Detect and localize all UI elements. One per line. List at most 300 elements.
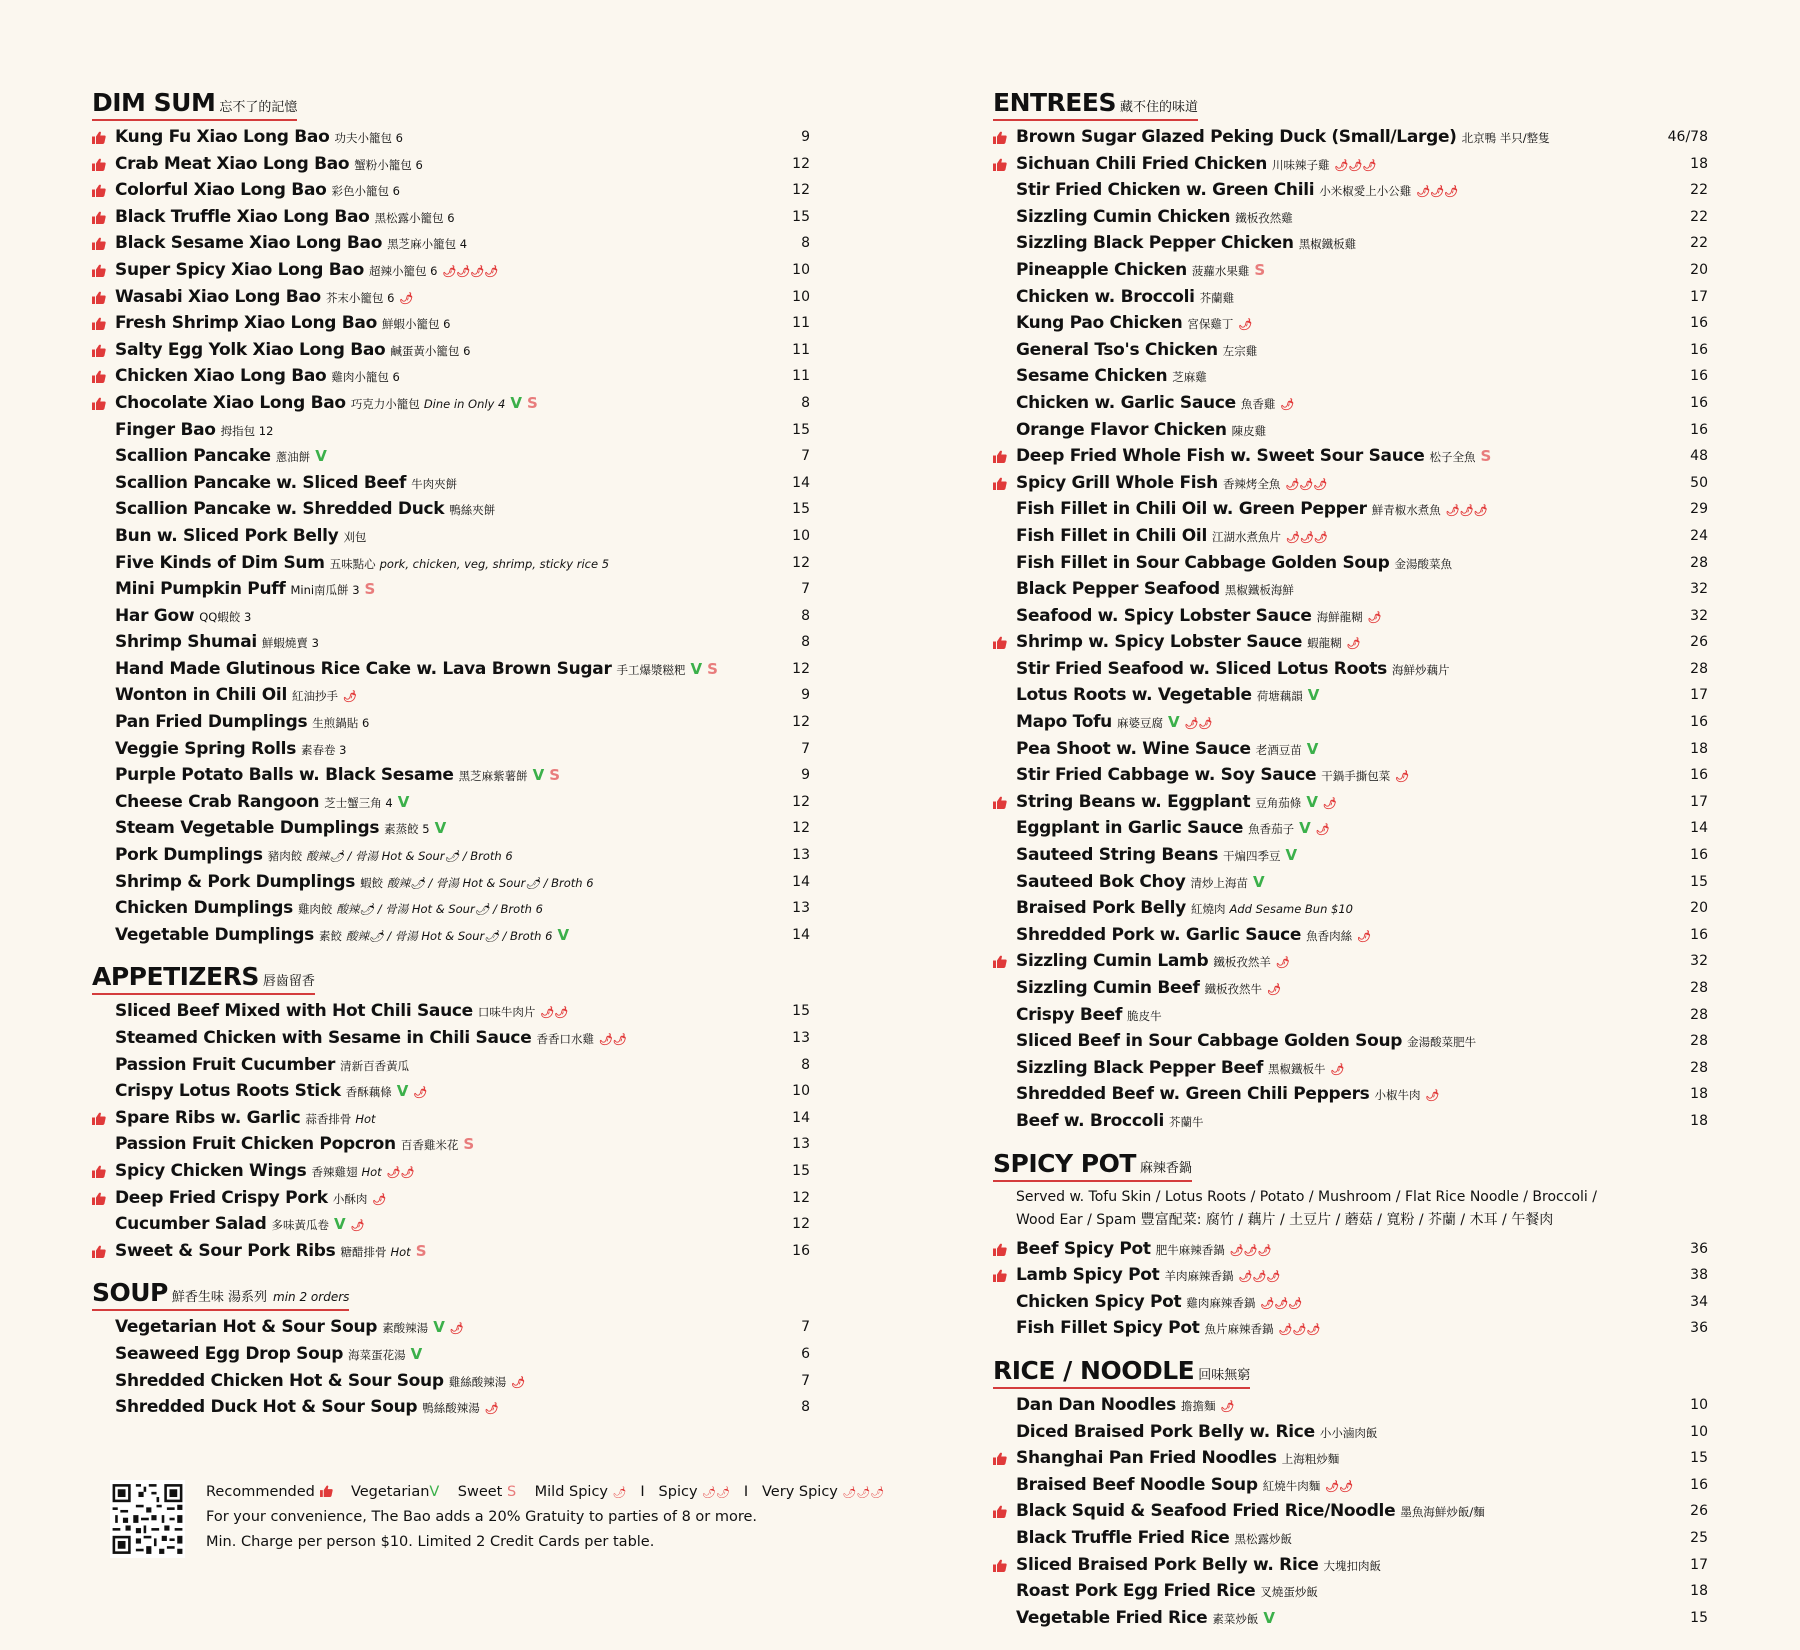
item-name-chinese: 海菜蛋花湯 <box>348 1347 406 1362</box>
chili-pepper-icon: 🌶🌶🌶 <box>1285 530 1328 544</box>
menu-item[interactable] <box>92 576 810 603</box>
spicy-pepper-icon: 🌶🌶 <box>702 1486 731 1499</box>
thumbs-up-icon <box>993 1269 1007 1282</box>
item-price: 8 <box>801 394 810 411</box>
item-name <box>1016 1445 1339 1473</box>
item-price: 18 <box>1690 1112 1708 1129</box>
item-name <box>115 682 357 711</box>
item-name <box>1016 523 1328 552</box>
item-name-english: Deep Fried Crispy Pork <box>115 1187 328 1208</box>
section-title-chinese: 麻辣香鍋 <box>1139 1160 1192 1176</box>
item-name <box>1016 204 1293 232</box>
item-name-chinese: 雞肉小籠包 6 <box>331 370 400 385</box>
item-name-chinese: 豆角茄條 <box>1255 795 1302 810</box>
sweet-tag: S <box>526 393 538 412</box>
item-name <box>115 1238 427 1266</box>
item-name <box>1016 1055 1345 1084</box>
menu-item[interactable] <box>993 204 1708 231</box>
menu-item[interactable] <box>993 1552 1708 1579</box>
menu-item[interactable] <box>993 1289 1708 1316</box>
menu-item[interactable] <box>993 257 1708 284</box>
item-name-chinese: 雞肉麻辣香鍋 <box>1186 1295 1256 1310</box>
menu-item[interactable] <box>993 762 1708 789</box>
menu-list <box>993 124 1708 1135</box>
chili-pepper-icon: 🌶 <box>1275 956 1290 970</box>
menu-item[interactable] <box>92 257 810 284</box>
menu-item[interactable] <box>92 1185 810 1212</box>
menu-item[interactable] <box>993 842 1708 869</box>
menu-item[interactable] <box>92 998 810 1025</box>
item-name-english: Steam Vegetable Dumplings <box>115 818 380 839</box>
item-name-english: Orange Flavor Chicken <box>1016 419 1227 440</box>
item-name-english: Braised Beef Noodle Soup <box>1016 1474 1258 1495</box>
item-note: 酸辣🌶 / 骨湯 Hot & Sour🌶 / Broth 6 <box>336 902 543 917</box>
item-name <box>1016 1472 1353 1501</box>
thumbs-up-icon <box>92 237 106 250</box>
item-name-chinese: 魚香雞 <box>1240 396 1276 411</box>
menu-item[interactable] <box>92 762 810 789</box>
item-name <box>1016 815 1330 844</box>
menu-item[interactable] <box>993 177 1708 204</box>
item-name-chinese: 上海粗炒麵 <box>1281 1452 1340 1467</box>
vegetarian-tag: V <box>333 1215 346 1234</box>
sweet-tag: S <box>1254 260 1266 279</box>
item-name <box>115 576 375 604</box>
item-price: 8 <box>801 1399 810 1416</box>
menu-item[interactable] <box>993 470 1708 497</box>
chili-pepper-icon: 🌶 <box>1315 823 1330 837</box>
chili-pepper-icon: 🌶🌶🌶🌶 <box>442 264 499 278</box>
menu-list <box>92 998 810 1264</box>
section-title-chinese: 唇齒留香 <box>262 974 315 990</box>
vegetarian-tag: V <box>397 792 410 811</box>
menu-item[interactable] <box>993 151 1708 178</box>
menu-item[interactable] <box>92 284 810 311</box>
item-name-english: Super Spicy Xiao Long Bao <box>115 259 364 280</box>
item-name <box>115 257 498 286</box>
item-name <box>115 363 400 391</box>
item-name-english: Crispy Lotus Roots Stick <box>115 1081 341 1102</box>
item-price: 20 <box>1690 261 1708 278</box>
item-name-chinese: 大塊扣肉飯 <box>1323 1558 1381 1573</box>
item-price: 10 <box>792 1083 810 1100</box>
menu-item[interactable] <box>92 682 810 709</box>
item-name-english: Roast Pork Egg Fried Rice <box>1016 1581 1256 1602</box>
item-name <box>115 284 413 313</box>
item-name <box>1016 1236 1272 1265</box>
menu-item[interactable] <box>92 736 810 763</box>
menu-item[interactable] <box>993 1315 1708 1342</box>
item-price: 13 <box>792 1136 810 1153</box>
item-name <box>115 1158 415 1187</box>
chili-pepper-icon: 🌶 <box>484 1402 499 1416</box>
item-price: 11 <box>792 368 810 385</box>
menu-item[interactable] <box>993 1392 1708 1419</box>
menu-item[interactable] <box>92 1025 810 1052</box>
chili-pepper-icon: 🌶 <box>372 1192 387 1206</box>
item-price: 18 <box>1690 155 1708 172</box>
menu-item[interactable] <box>92 603 810 630</box>
section-title-chinese: 鮮香生味 湯系列 <box>171 1290 268 1306</box>
menu-item[interactable] <box>92 204 810 231</box>
item-price: 32 <box>1690 607 1708 624</box>
item-name-chinese: 蒜香排骨 <box>305 1111 352 1126</box>
item-price: 16 <box>1690 847 1708 864</box>
menu-item[interactable] <box>92 151 810 178</box>
item-name-english: Purple Potato Balls w. Black Sesame <box>115 765 454 786</box>
item-name-english: Chicken Dumplings <box>115 898 293 919</box>
menu-item[interactable] <box>993 1055 1708 1082</box>
item-name-chinese: 叉燒蛋炒飯 <box>1260 1585 1318 1600</box>
item-name-english: Salty Egg Yolk Xiao Long Bao <box>115 339 386 360</box>
menu-item[interactable] <box>993 1525 1708 1552</box>
item-name-chinese: 紅油抄手 <box>292 689 338 704</box>
menu-item[interactable] <box>993 736 1708 763</box>
item-name-english: Fish Fillet Spicy Pot <box>1016 1318 1200 1339</box>
chili-pepper-icon: 🌶🌶🌶 <box>1260 1296 1303 1310</box>
thumbs-up-icon <box>92 291 106 304</box>
menu-item[interactable] <box>993 1108 1708 1135</box>
item-name-english: Hand Made Glutinous Rice Cake w. Lava Brown Sugar <box>115 658 612 679</box>
menu-item[interactable] <box>993 124 1708 151</box>
menu-item[interactable] <box>993 1028 1708 1055</box>
item-price: 25 <box>1690 1529 1708 1546</box>
menu-item[interactable] <box>92 1211 810 1238</box>
item-name <box>115 895 543 923</box>
item-name-chinese: 鐵板孜然雞 <box>1235 210 1293 225</box>
menu-item[interactable] <box>92 895 810 922</box>
menu-item[interactable] <box>92 1394 810 1421</box>
item-price: 26 <box>1690 1503 1708 1520</box>
chili-pepper-icon: 🌶 <box>449 1322 464 1336</box>
qr-code[interactable] <box>110 1480 185 1558</box>
sweet-tag: S <box>1480 447 1492 466</box>
item-price: 13 <box>792 1030 810 1046</box>
item-name-english: Cheese Crab Rangoon <box>115 791 320 812</box>
item-name <box>1016 443 1491 471</box>
menu-item[interactable] <box>993 496 1708 523</box>
menu-item[interactable] <box>92 629 810 656</box>
menu-item[interactable] <box>993 550 1708 577</box>
menu-list <box>993 1392 1708 1631</box>
item-name-chinese: 海鮮龍糊 <box>1316 609 1363 624</box>
item-name-english: Sauteed Bok Choy <box>1016 871 1186 892</box>
item-name-english: Sliced Braised Pork Belly w. Rice <box>1016 1554 1319 1575</box>
section-title: SPICY POT <box>993 1148 1136 1178</box>
menu-item[interactable] <box>92 1131 810 1158</box>
menu-item[interactable] <box>92 1314 810 1341</box>
item-name-chinese: 鮮蝦燒賣 3 <box>261 636 319 651</box>
item-name <box>115 1052 409 1080</box>
item-name-english: Shanghai Pan Fried Noodles <box>1016 1448 1277 1469</box>
menu-item[interactable] <box>993 1605 1708 1632</box>
menu-item[interactable] <box>993 523 1708 550</box>
item-name-english: Sizzling Black Pepper Chicken <box>1016 233 1294 254</box>
item-name <box>115 417 273 445</box>
item-name <box>115 443 327 471</box>
menu-item[interactable] <box>92 789 810 816</box>
item-name <box>115 1341 422 1369</box>
item-name-chinese: 鴨絲夾餅 <box>449 503 496 518</box>
item-name-english: Sliced Beef Mixed with Hot Chili Sauce <box>115 1001 473 1022</box>
item-name-chinese: 芝麻雞 <box>1172 370 1207 385</box>
item-price: 24 <box>1690 527 1708 544</box>
menu-item[interactable] <box>92 842 810 869</box>
menu-item[interactable] <box>92 1238 810 1265</box>
item-name <box>115 656 718 684</box>
item-name <box>1016 656 1450 684</box>
menu-item[interactable] <box>993 922 1708 949</box>
item-name <box>115 1211 365 1240</box>
item-price: 12 <box>792 660 810 677</box>
menu-item[interactable] <box>92 815 810 842</box>
menu-item[interactable] <box>92 177 810 204</box>
menu-item[interactable] <box>92 550 810 577</box>
item-price: 22 <box>1690 235 1708 252</box>
legend-separator: I <box>743 1484 749 1500</box>
item-name-chinese: 香辣雞翅 <box>311 1164 358 1179</box>
item-name-english: Kung Fu Xiao Long Bao <box>115 127 330 147</box>
section-heading <box>92 86 297 121</box>
item-name-english: Seafood w. Spicy Lobster Sauce <box>1016 605 1312 626</box>
menu-item[interactable] <box>993 337 1708 364</box>
item-name-chinese: 金湯酸菜肥牛 <box>1407 1035 1477 1050</box>
mild-pepper-icon: 🌶 <box>612 1486 627 1499</box>
menu-item[interactable] <box>993 1578 1708 1605</box>
item-price: 8 <box>801 1056 810 1073</box>
menu-item[interactable] <box>92 124 810 151</box>
thumbs-up-icon <box>92 158 106 171</box>
menu-item[interactable] <box>993 310 1708 337</box>
menu-item[interactable] <box>993 948 1708 975</box>
item-name <box>1016 1525 1292 1553</box>
menu-section-appetizers <box>92 960 810 1264</box>
item-name-chinese: 羊肉麻辣香鍋 <box>1164 1269 1234 1284</box>
menu-item[interactable] <box>993 576 1708 603</box>
item-name <box>1016 762 1409 791</box>
legend-s: S <box>506 1484 517 1500</box>
item-price: 7 <box>801 1372 810 1389</box>
menu-item[interactable] <box>993 603 1708 630</box>
item-name-english: Seaweed Egg Drop Soup <box>115 1343 344 1364</box>
menu-section-entrees <box>993 86 1708 1135</box>
menu-section-spicy-pot <box>993 1147 1708 1342</box>
item-price: 15 <box>1690 873 1708 890</box>
menu-item[interactable] <box>92 443 810 470</box>
item-name <box>115 869 594 897</box>
menu-item[interactable] <box>92 1368 810 1395</box>
item-name-english: Cucumber Salad <box>115 1214 267 1235</box>
item-name-english: Shredded Chicken Hot & Sour Soup <box>115 1370 444 1391</box>
menu-item[interactable] <box>993 417 1708 444</box>
menu-item[interactable] <box>993 1002 1708 1029</box>
item-name-english: Sweet & Sour Pork Ribs <box>115 1240 336 1261</box>
menu-item[interactable] <box>92 496 810 523</box>
item-name <box>115 496 495 524</box>
item-price: 17 <box>1690 1556 1708 1573</box>
description-line: Wood Ear / Spam 豐富配菜: 腐竹 / 藕片 / 土豆片 / 蘑菇 / 寬粉 / 芥蘭 / 木耳 / 午餐肉 <box>1016 1211 1554 1228</box>
chili-pepper-icon: 🌶 <box>1238 318 1253 332</box>
menu-item[interactable] <box>92 1052 810 1079</box>
item-name <box>1016 151 1376 180</box>
menu-item[interactable] <box>92 390 810 417</box>
chili-pepper-icon: 🌶 <box>350 1219 365 1233</box>
item-name <box>115 842 513 870</box>
thumbs-up-icon <box>320 1485 333 1497</box>
item-name-chinese: 小米椒愛上小公雞 <box>1319 184 1412 199</box>
item-name-chinese: 芥蘭雞 <box>1199 290 1235 305</box>
item-name-chinese: 脆皮牛 <box>1127 1008 1162 1023</box>
menu-item[interactable] <box>92 1341 810 1368</box>
item-name-chinese: 老酒豆苗 <box>1255 742 1302 757</box>
menu-item[interactable] <box>993 1262 1708 1289</box>
menu-item[interactable] <box>993 230 1708 257</box>
item-name <box>115 337 470 365</box>
item-name <box>1016 1081 1439 1110</box>
item-name-chinese: 黑芝麻小籠包 4 <box>387 237 468 252</box>
item-name <box>1016 310 1252 339</box>
menu-item[interactable] <box>993 363 1708 390</box>
item-name-english: Sliced Beef in Sour Cabbage Golden Soup <box>1016 1031 1403 1052</box>
left-column <box>92 86 810 1421</box>
menu-item[interactable] <box>92 310 810 337</box>
item-note: Hot <box>390 1244 411 1259</box>
item-name-english: Vegetarian Hot & Sour Soup <box>115 1317 378 1338</box>
item-price: 15 <box>1690 1450 1708 1467</box>
item-name-english: Scallion Pancake <box>115 446 271 467</box>
item-name <box>1016 1498 1485 1526</box>
vegetarian-tag: V <box>1299 819 1311 838</box>
menu-item[interactable] <box>993 1081 1708 1108</box>
sweet-tag: S <box>463 1135 475 1154</box>
menu-item[interactable] <box>993 895 1708 922</box>
item-name-english: Fish Fillet in Sour Cabbage Golden Soup <box>1016 552 1390 573</box>
section-title: DIM SUM <box>92 88 216 117</box>
sweet-tag: S <box>549 766 561 785</box>
item-name-english: Chicken w. Garlic Sauce <box>1016 392 1236 413</box>
item-name-chinese: 魚香肉絲 <box>1306 928 1353 943</box>
thumbs-up-icon <box>92 344 106 357</box>
item-price: 34 <box>1690 1293 1708 1310</box>
menu-item[interactable] <box>993 975 1708 1002</box>
section-heading <box>993 1354 1250 1389</box>
menu-item[interactable] <box>92 523 810 550</box>
item-price: 18 <box>1690 1583 1708 1600</box>
item-name-chinese: 蔥油餅 <box>275 450 311 465</box>
vegetarian-tag: V <box>1253 872 1265 891</box>
item-name-chinese: 糖醋排骨 <box>340 1244 387 1259</box>
thumbs-up-icon <box>993 477 1007 490</box>
item-name-chinese: 小椒牛肉 <box>1374 1088 1421 1103</box>
item-name-chinese: 干煸四季豆 <box>1223 849 1281 864</box>
menu-item[interactable] <box>92 1105 810 1132</box>
menu-item[interactable] <box>92 1158 810 1185</box>
section-description <box>1016 1186 1708 1232</box>
legend-vegetarian: Vegetarian <box>350 1484 430 1500</box>
item-price: 20 <box>1690 900 1708 917</box>
chili-pepper-icon: 🌶 <box>1425 1089 1440 1103</box>
menu-item[interactable] <box>993 1419 1708 1446</box>
vegetarian-tag: V <box>433 1318 445 1337</box>
menu-item[interactable] <box>993 815 1708 842</box>
menu-item[interactable] <box>993 656 1708 683</box>
item-name-chinese: 鹹蛋黃小籠包 6 <box>390 343 471 358</box>
menu-item[interactable] <box>92 337 810 364</box>
item-name-chinese: 鴨絲酸辣湯 <box>422 1401 480 1416</box>
item-name-chinese: 手工爆漿糍粑 <box>616 662 686 677</box>
thumbs-up-icon <box>993 955 1007 968</box>
item-price: 16 <box>1690 1476 1708 1493</box>
item-price: 11 <box>792 315 810 332</box>
thumbs-up-icon <box>993 158 1007 171</box>
chili-pepper-icon: 🌶🌶🌶 <box>1416 185 1459 199</box>
item-price: 12 <box>792 155 810 172</box>
menu-item[interactable] <box>92 656 810 683</box>
menu-item[interactable] <box>993 1472 1708 1499</box>
menu-item[interactable] <box>993 390 1708 417</box>
menu-item[interactable] <box>92 869 810 896</box>
item-name-english: Shredded Pork w. Garlic Sauce <box>1016 924 1302 945</box>
menu-item[interactable] <box>993 284 1708 311</box>
menu-item[interactable] <box>993 1236 1708 1263</box>
item-name-english: Shrimp w. Spicy Lobster Sauce <box>1016 632 1303 653</box>
menu-item[interactable] <box>993 709 1708 736</box>
item-name-english: Lotus Roots w. Vegetable <box>1016 685 1252 706</box>
menu-item[interactable] <box>993 443 1708 470</box>
menu-item[interactable] <box>993 1445 1708 1472</box>
item-name-chinese: 鐵板孜然牛 <box>1204 982 1263 996</box>
menu-item[interactable] <box>993 629 1708 656</box>
menu-item[interactable] <box>92 1078 810 1105</box>
menu-item[interactable] <box>993 1498 1708 1525</box>
item-name-english: Scallion Pancake w. Shredded Duck <box>115 499 445 520</box>
menu-item[interactable] <box>92 470 810 497</box>
item-name-chinese: 雞絲酸辣湯 <box>448 1374 507 1389</box>
menu-item[interactable] <box>993 869 1708 896</box>
chili-pepper-icon: 🌶 <box>1367 610 1382 624</box>
item-name <box>115 124 403 152</box>
item-price: 28 <box>1690 660 1708 677</box>
section-title: ENTREES <box>993 88 1116 117</box>
menu-item[interactable] <box>92 922 810 949</box>
item-price: 12 <box>792 182 810 199</box>
item-name-english: Wonton in Chili Oil <box>115 685 287 706</box>
item-name-english: Mini Pumpkin Puff <box>115 579 286 600</box>
menu-item[interactable] <box>993 789 1708 816</box>
menu-item[interactable] <box>92 417 810 444</box>
item-name-chinese: 香辣烤全魚 <box>1222 476 1281 491</box>
legend-sweet: Sweet <box>457 1484 503 1500</box>
item-name-english: Sizzling Black Pepper Beef <box>1016 1057 1264 1078</box>
menu-item[interactable] <box>92 363 810 390</box>
item-name-chinese: 口味牛肉片 <box>477 1005 536 1020</box>
vegetarian-tag: V <box>690 659 703 678</box>
thumbs-up-icon <box>92 397 106 410</box>
item-name-chinese: 北京鴨 半只/整隻 <box>1461 131 1550 145</box>
item-name <box>115 998 568 1027</box>
item-name <box>1016 842 1297 870</box>
item-name <box>1016 177 1458 206</box>
menu-item[interactable] <box>92 230 810 257</box>
item-name-english: Passion Fruit Chicken Popcron <box>115 1134 396 1155</box>
menu-item[interactable] <box>92 709 810 736</box>
menu-item[interactable] <box>993 682 1708 709</box>
section-title-chinese: 回味無窮 <box>1198 1367 1251 1383</box>
item-name-chinese: 功夫小籠包 6 <box>334 131 403 145</box>
item-name <box>115 603 251 631</box>
vegetarian-tag: V <box>1307 686 1320 705</box>
item-price: 14 <box>792 873 810 890</box>
